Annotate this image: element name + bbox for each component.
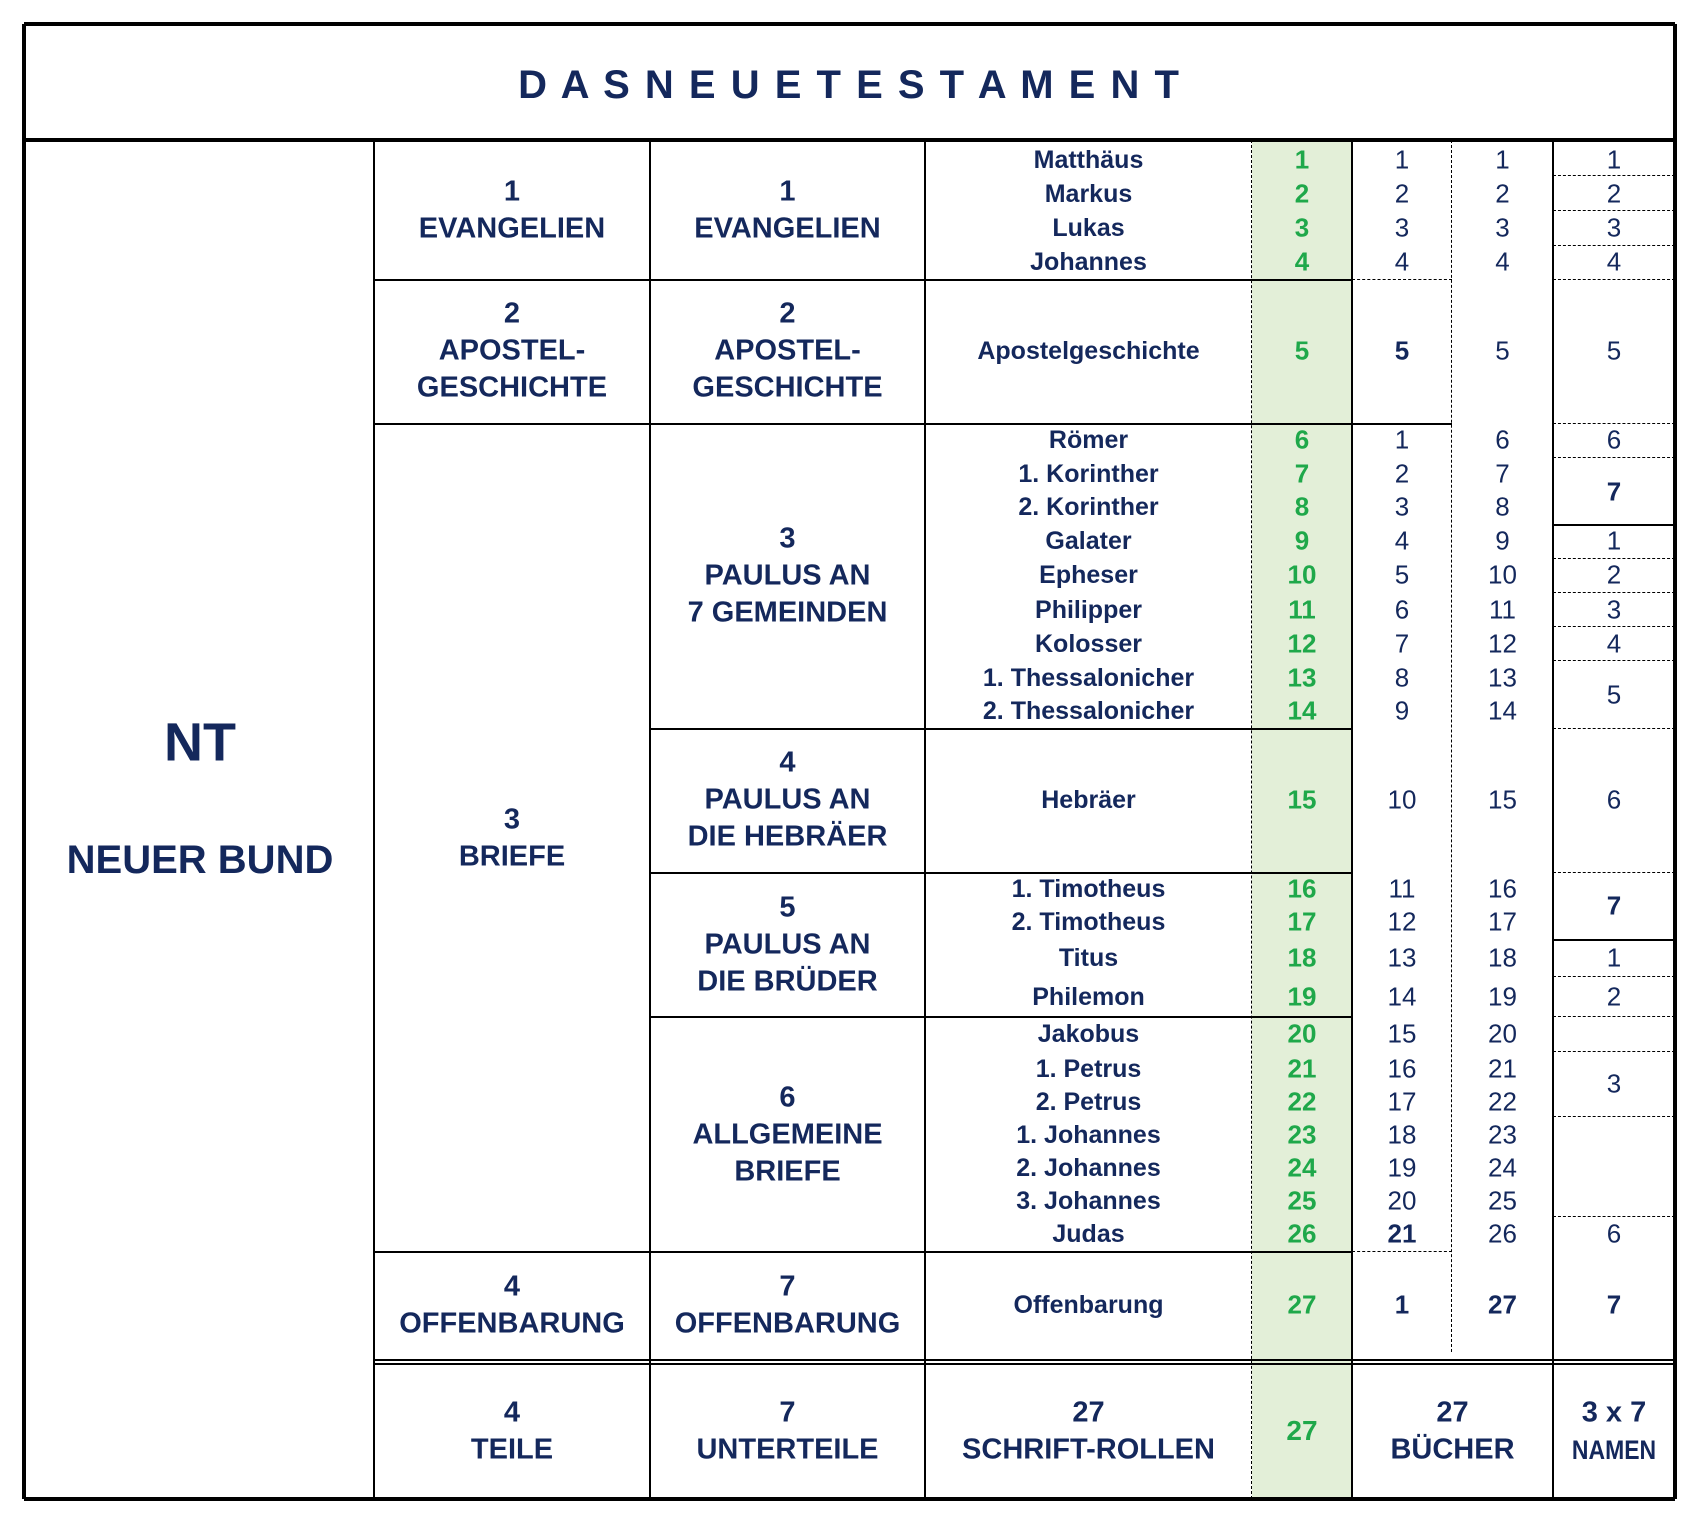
rule [374, 279, 650, 281]
subpart-label: GESCHICHTE [692, 371, 883, 404]
book-number: 3 [1495, 212, 1510, 243]
subpart-label: PAULUS AN [704, 928, 871, 961]
name-number: 7 [1606, 890, 1622, 921]
rule [22, 24, 26, 1499]
total-scrolls-number: 27 [1072, 1396, 1105, 1429]
scroll-number: 12 [1287, 628, 1317, 659]
group-number: 5 [1394, 559, 1410, 590]
dashed-rule [1553, 872, 1675, 875]
subpart-label: ALLGEMEINE [692, 1118, 883, 1151]
group-number: 18 [1387, 1119, 1417, 1150]
name-number: 3 [1606, 1068, 1622, 1099]
total-names-label: NAMEN [1571, 1434, 1657, 1465]
rule [650, 872, 925, 874]
book-name: Offenbarung [1013, 1291, 1164, 1319]
book-number: 10 [1488, 559, 1517, 590]
rule [374, 1359, 1675, 1361]
scroll-number: 8 [1294, 491, 1310, 522]
book-name: Epheser [1039, 561, 1138, 589]
group-number: 20 [1387, 1185, 1417, 1216]
book-number: 23 [1488, 1119, 1517, 1150]
name-number: 5 [1606, 335, 1622, 366]
rule [925, 423, 1352, 425]
book-name: 2. Petrus [1035, 1088, 1142, 1116]
group-number: 3 [1394, 212, 1410, 243]
rule [24, 1497, 1675, 1501]
scroll-number: 23 [1287, 1119, 1317, 1150]
total-subparts-number: 7 [779, 1396, 796, 1429]
part-number: 3 [503, 803, 521, 836]
book-number: 24 [1488, 1152, 1517, 1183]
rule [650, 728, 925, 730]
dashed-rule [1553, 660, 1675, 663]
book-number: 16 [1488, 873, 1517, 904]
dashed-rule [1553, 1051, 1675, 1054]
scroll-number: 24 [1287, 1152, 1317, 1183]
group-number: 1 [1394, 1289, 1410, 1320]
book-number: 17 [1488, 906, 1517, 937]
scroll-number: 25 [1287, 1185, 1317, 1216]
book-name: 1. Johannes [1016, 1121, 1161, 1149]
name-number: 3 [1606, 212, 1622, 243]
group-number: 6 [1394, 594, 1410, 625]
rule [650, 1016, 925, 1018]
scroll-number: 1 [1294, 144, 1310, 175]
book-number: 26 [1488, 1218, 1517, 1249]
book-name: 2. Timotheus [1011, 908, 1166, 936]
subpart-label: EVANGELIEN [694, 212, 881, 245]
group-number: 8 [1394, 662, 1410, 693]
scroll-number: 5 [1294, 335, 1310, 366]
name-number: 7 [1606, 476, 1622, 507]
total-books-label: BÜCHER [1390, 1433, 1515, 1466]
book-name: Markus [1044, 180, 1133, 208]
name-number: 1 [1606, 942, 1622, 973]
name-number: 1 [1606, 144, 1622, 175]
book-number: 19 [1488, 981, 1517, 1012]
rule [374, 1363, 1675, 1365]
subpart-number: 6 [779, 1081, 796, 1114]
page-title: D A S N E U E T E S T A M E N T [518, 63, 1181, 107]
group-number: 11 [1388, 873, 1416, 904]
scroll-number: 20 [1287, 1018, 1317, 1049]
part-label: GESCHICHTE [416, 371, 608, 404]
group-number: 9 [1394, 695, 1410, 726]
rule [24, 138, 1675, 142]
group-number: 1 [1394, 424, 1410, 455]
book-name: Titus [1058, 944, 1119, 972]
total-books-number: 27 [1436, 1396, 1469, 1429]
rule [373, 140, 375, 1499]
dashed-rule [1451, 140, 1454, 1352]
book-name: Lukas [1052, 214, 1125, 242]
name-number: 6 [1606, 784, 1622, 815]
group-number: 12 [1387, 906, 1417, 937]
subpart-number: 3 [779, 522, 796, 555]
name-number: 1 [1606, 525, 1622, 556]
group-number: 15 [1387, 1018, 1417, 1049]
book-number: 8 [1495, 491, 1510, 522]
group-number: 19 [1387, 1152, 1417, 1183]
book-name: Hebräer [1041, 786, 1136, 814]
book-number: 2 [1495, 178, 1510, 209]
dashed-rule [1553, 279, 1675, 282]
subpart-number: 1 [779, 175, 796, 208]
scroll-number: 14 [1287, 695, 1317, 726]
scroll-number: 21 [1287, 1053, 1317, 1084]
rule [650, 423, 925, 425]
book-number: 14 [1488, 695, 1517, 726]
book-number: 13 [1488, 662, 1517, 693]
book-name: 1. Timotheus [1011, 875, 1166, 903]
book-number: 22 [1488, 1086, 1517, 1117]
book-number: 15 [1488, 784, 1517, 815]
scroll-number: 7 [1294, 458, 1310, 489]
group-number: 16 [1387, 1053, 1417, 1084]
group-number: 14 [1387, 981, 1417, 1012]
subpart-label: BRIEFE [734, 1155, 841, 1188]
group-number: 21 [1387, 1218, 1417, 1249]
book-name: Philipper [1035, 596, 1142, 624]
name-number: 2 [1606, 178, 1622, 209]
book-name: Kolosser [1035, 630, 1142, 658]
book-number: 6 [1495, 424, 1510, 455]
group-number: 2 [1394, 178, 1410, 209]
total-parts-label: TEILE [470, 1433, 554, 1466]
scroll-number: 6 [1294, 424, 1310, 455]
book-name: Judas [1052, 1220, 1125, 1248]
subpart-number: 4 [779, 746, 796, 779]
scroll-number: 4 [1294, 246, 1310, 277]
scroll-number: 19 [1287, 981, 1317, 1012]
part-label: BRIEFE [458, 840, 566, 873]
rule [1552, 140, 1554, 1499]
dashed-rule [1553, 728, 1675, 731]
book-number: 25 [1488, 1185, 1517, 1216]
group-number: 10 [1387, 784, 1417, 815]
part-number: 4 [503, 1270, 521, 1303]
rule [649, 140, 651, 1499]
name-number: 6 [1606, 1218, 1622, 1249]
name-number: 4 [1606, 628, 1622, 659]
rule [925, 279, 1352, 281]
name-number: 7 [1606, 1289, 1622, 1320]
subpart-number: 5 [779, 891, 796, 924]
book-number: 4 [1495, 246, 1510, 277]
scroll-number: 11 [1288, 594, 1316, 625]
dashed-rule [1553, 1116, 1675, 1119]
dashed-rule [1352, 279, 1452, 282]
scroll-number: 3 [1294, 212, 1310, 243]
scroll-number: 26 [1287, 1218, 1317, 1249]
book-number: 20 [1488, 1018, 1517, 1049]
rule [374, 423, 650, 425]
book-number: 21 [1488, 1053, 1517, 1084]
scroll-number: 27 [1287, 1289, 1317, 1320]
scroll-number: 10 [1287, 559, 1317, 590]
book-name: 3. Johannes [1016, 1187, 1161, 1215]
book-number: 27 [1488, 1289, 1517, 1320]
book-number: 9 [1495, 525, 1510, 556]
total-scrolls-label: SCHRIFT-ROLLEN [962, 1433, 1215, 1466]
name-number: 6 [1606, 424, 1622, 455]
dashed-rule [1553, 175, 1675, 178]
rule [1351, 140, 1353, 1499]
dashed-rule [1251, 140, 1254, 1499]
rule [650, 1251, 925, 1253]
book-name: Römer [1048, 426, 1129, 454]
nt-name: NEUER BUND [66, 838, 334, 882]
rule [374, 1251, 650, 1253]
group-number: 3 [1394, 491, 1410, 522]
group-number: 13 [1387, 942, 1417, 973]
rule [925, 728, 1352, 730]
nt-abbreviation: NT [164, 712, 236, 773]
dashed-rule [1553, 1016, 1675, 1019]
total-names-number: 3 x 7 [1581, 1396, 1647, 1429]
group-number: 5 [1394, 335, 1410, 366]
name-number: 3 [1606, 594, 1622, 625]
name-number: 2 [1606, 559, 1622, 590]
book-name: Apostelgeschichte [977, 337, 1200, 365]
total-subparts-label: UNTERTEILE [696, 1433, 879, 1466]
scroll-number: 15 [1287, 784, 1317, 815]
subpart-label: APOSTEL- [714, 334, 861, 367]
subpart-label: PAULUS AN [704, 559, 871, 592]
scroll-number: 22 [1287, 1086, 1317, 1117]
rule [24, 22, 1675, 26]
book-name: 2. Johannes [1016, 1154, 1161, 1182]
book-number: 18 [1488, 942, 1517, 973]
rule [924, 140, 926, 1499]
part-number: 2 [503, 297, 521, 330]
part-number: 1 [503, 175, 521, 208]
group-number: 1 [1394, 144, 1410, 175]
part-label: EVANGELIEN [418, 212, 606, 245]
name-number: 2 [1606, 981, 1622, 1012]
book-name: Philemon [1032, 983, 1145, 1011]
subpart-number: 2 [779, 297, 796, 330]
book-name: Matthäus [1033, 146, 1144, 174]
book-name: Galater [1045, 527, 1132, 555]
book-name: 2. Korinther [1018, 493, 1159, 521]
book-name: Jakobus [1037, 1020, 1140, 1048]
dashed-rule [1352, 1251, 1452, 1254]
group-number: 4 [1394, 246, 1410, 277]
book-number: 11 [1489, 594, 1516, 625]
book-name: 1. Thessalonicher [982, 664, 1195, 692]
subpart-label: PAULUS AN [704, 783, 871, 816]
group-number: 17 [1387, 1086, 1417, 1117]
book-number: 12 [1488, 628, 1517, 659]
group-number: 2 [1394, 458, 1410, 489]
subpart-label: DIE BRÜDER [697, 965, 878, 998]
book-number: 7 [1495, 458, 1510, 489]
group-number: 4 [1394, 525, 1410, 556]
dashed-rule [1553, 457, 1675, 460]
scroll-number: 18 [1287, 942, 1317, 973]
book-name: Johannes [1030, 248, 1147, 276]
scroll-number: 16 [1287, 873, 1317, 904]
book-name: 2. Thessalonicher [982, 697, 1195, 725]
scroll-number: 13 [1287, 662, 1317, 693]
dashed-rule [1553, 976, 1675, 979]
book-name: 1. Korinther [1018, 460, 1159, 488]
total-parts-number: 4 [503, 1396, 521, 1429]
scroll-number: 2 [1294, 178, 1310, 209]
part-label: APOSTEL- [438, 334, 586, 367]
book-number: 5 [1495, 335, 1510, 366]
total-scroll-count: 27 [1286, 1415, 1318, 1447]
rule [1553, 939, 1675, 941]
subpart-label: DIE HEBRÄER [687, 820, 888, 853]
scroll-number: 9 [1294, 525, 1310, 556]
book-number: 1 [1495, 144, 1510, 175]
rule [650, 279, 925, 281]
scroll-number: 17 [1287, 906, 1317, 937]
part-label: OFFENBARUNG [399, 1307, 625, 1340]
group-number: 7 [1394, 628, 1410, 659]
subpart-number: 7 [779, 1270, 796, 1303]
book-name: 1. Petrus [1035, 1055, 1142, 1083]
name-number: 4 [1606, 246, 1622, 277]
name-number: 5 [1606, 679, 1622, 710]
subpart-label: OFFENBARUNG [674, 1307, 901, 1340]
rule [925, 1251, 1352, 1253]
subpart-label: 7 GEMEINDEN [687, 596, 888, 629]
